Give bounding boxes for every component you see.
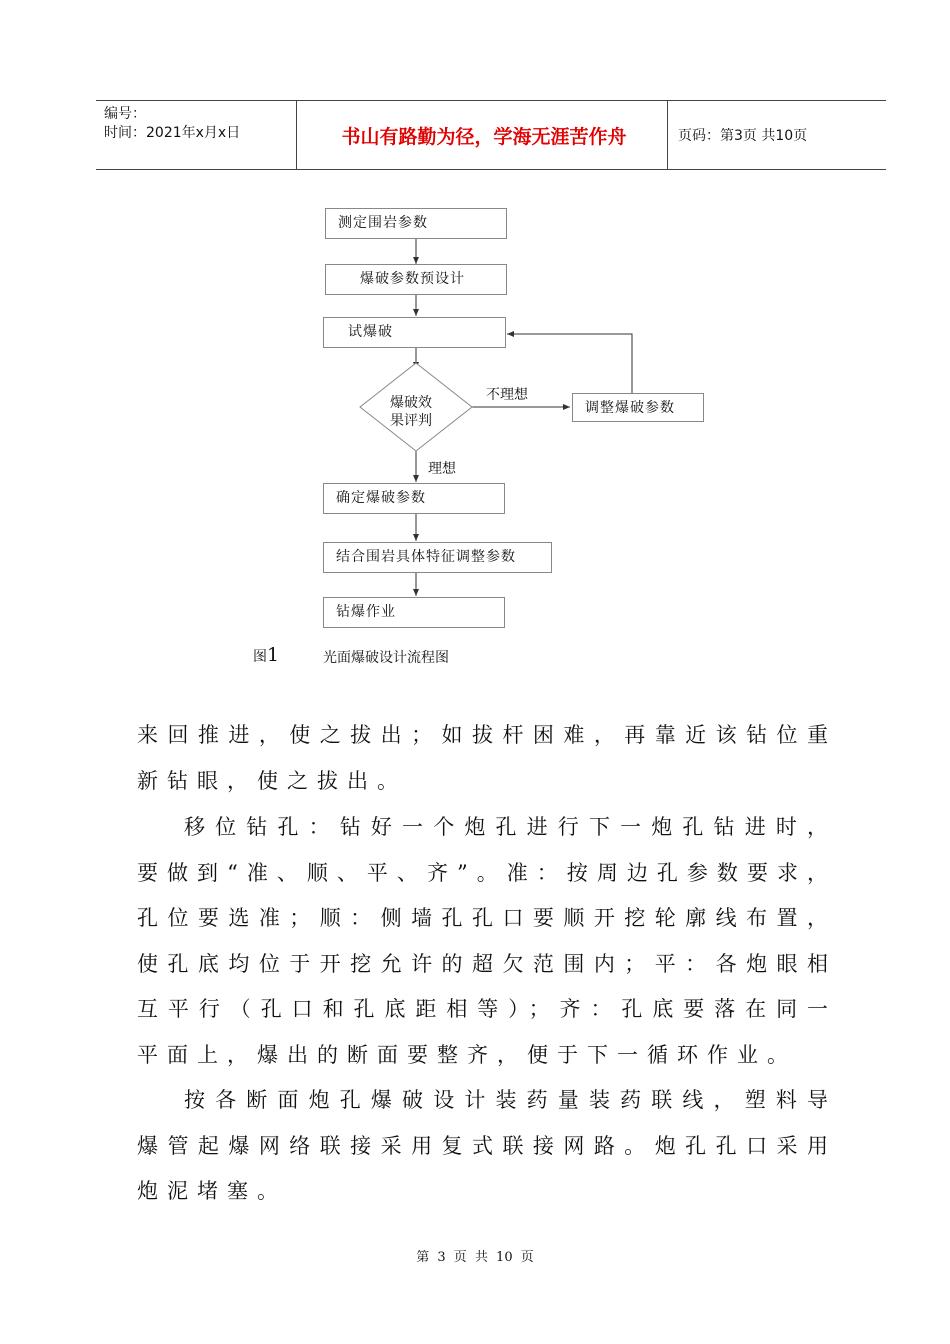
- not-ideal-label: 不理想: [486, 387, 528, 403]
- figure-prefix: 图: [253, 649, 267, 665]
- step-combine-adjust: 结合围岩具体特征调整参数: [323, 542, 552, 573]
- decision-line-2: 果评判: [390, 413, 432, 429]
- figure-title: 光面爆破设计流程图: [323, 650, 449, 666]
- step-measure-rock: 测定围岩参数: [325, 208, 507, 239]
- figure-number: 1: [267, 644, 280, 666]
- step-preliminary-design: 爆破参数预设计: [325, 264, 507, 295]
- step-adjust-params: 调整爆破参数: [572, 393, 704, 422]
- paragraph-1: 来回推进，使之拔出；如拔杆困难，再靠近该钻位重新钻眼，使之拔出。: [137, 723, 837, 793]
- decision-line-1: 爆破效: [390, 395, 432, 411]
- header-page-label: 页码：第3页 共10页: [678, 128, 808, 144]
- time-label: 时间：2021年x月x日: [104, 125, 241, 141]
- header-motto: 书山有路勤为径，学海无涯苦作舟: [341, 125, 627, 148]
- step-drilling-blasting: 钻爆作业: [323, 597, 505, 628]
- decision-label: [390, 394, 432, 430]
- page-footer: 第 3 页 共 10 页: [416, 1250, 534, 1265]
- paragraph-3: 按各断面炮孔爆破设计装药量装药联线，塑料导爆管起爆网络联接采用复式联接网路。炮孔孔口采用炮泥堵塞。: [137, 1088, 837, 1203]
- code-label: 编号：: [104, 106, 146, 122]
- step-determine-params: 确定爆破参数: [323, 483, 505, 514]
- paragraph-2: 移位钻孔：钻好一个炮孔进行下一炮孔钻进时，要做到“准、顺、平、齐”。准：按周边孔参数要求，孔位要选准；顺：侧墙孔孔口要顺开挖轮廓线布置，使孔底均位于开挖允许的超欠范围内；平：各炮眼相互平行（孔口和孔底距相等）；齐：孔底要落在同一平面上，爆出的断面要整齐，便于下一循环作业。: [137, 815, 837, 1067]
- figure-caption: [253, 644, 449, 666]
- step-trial-blast: 试爆破: [323, 317, 506, 348]
- ideal-label: 理想: [428, 461, 456, 477]
